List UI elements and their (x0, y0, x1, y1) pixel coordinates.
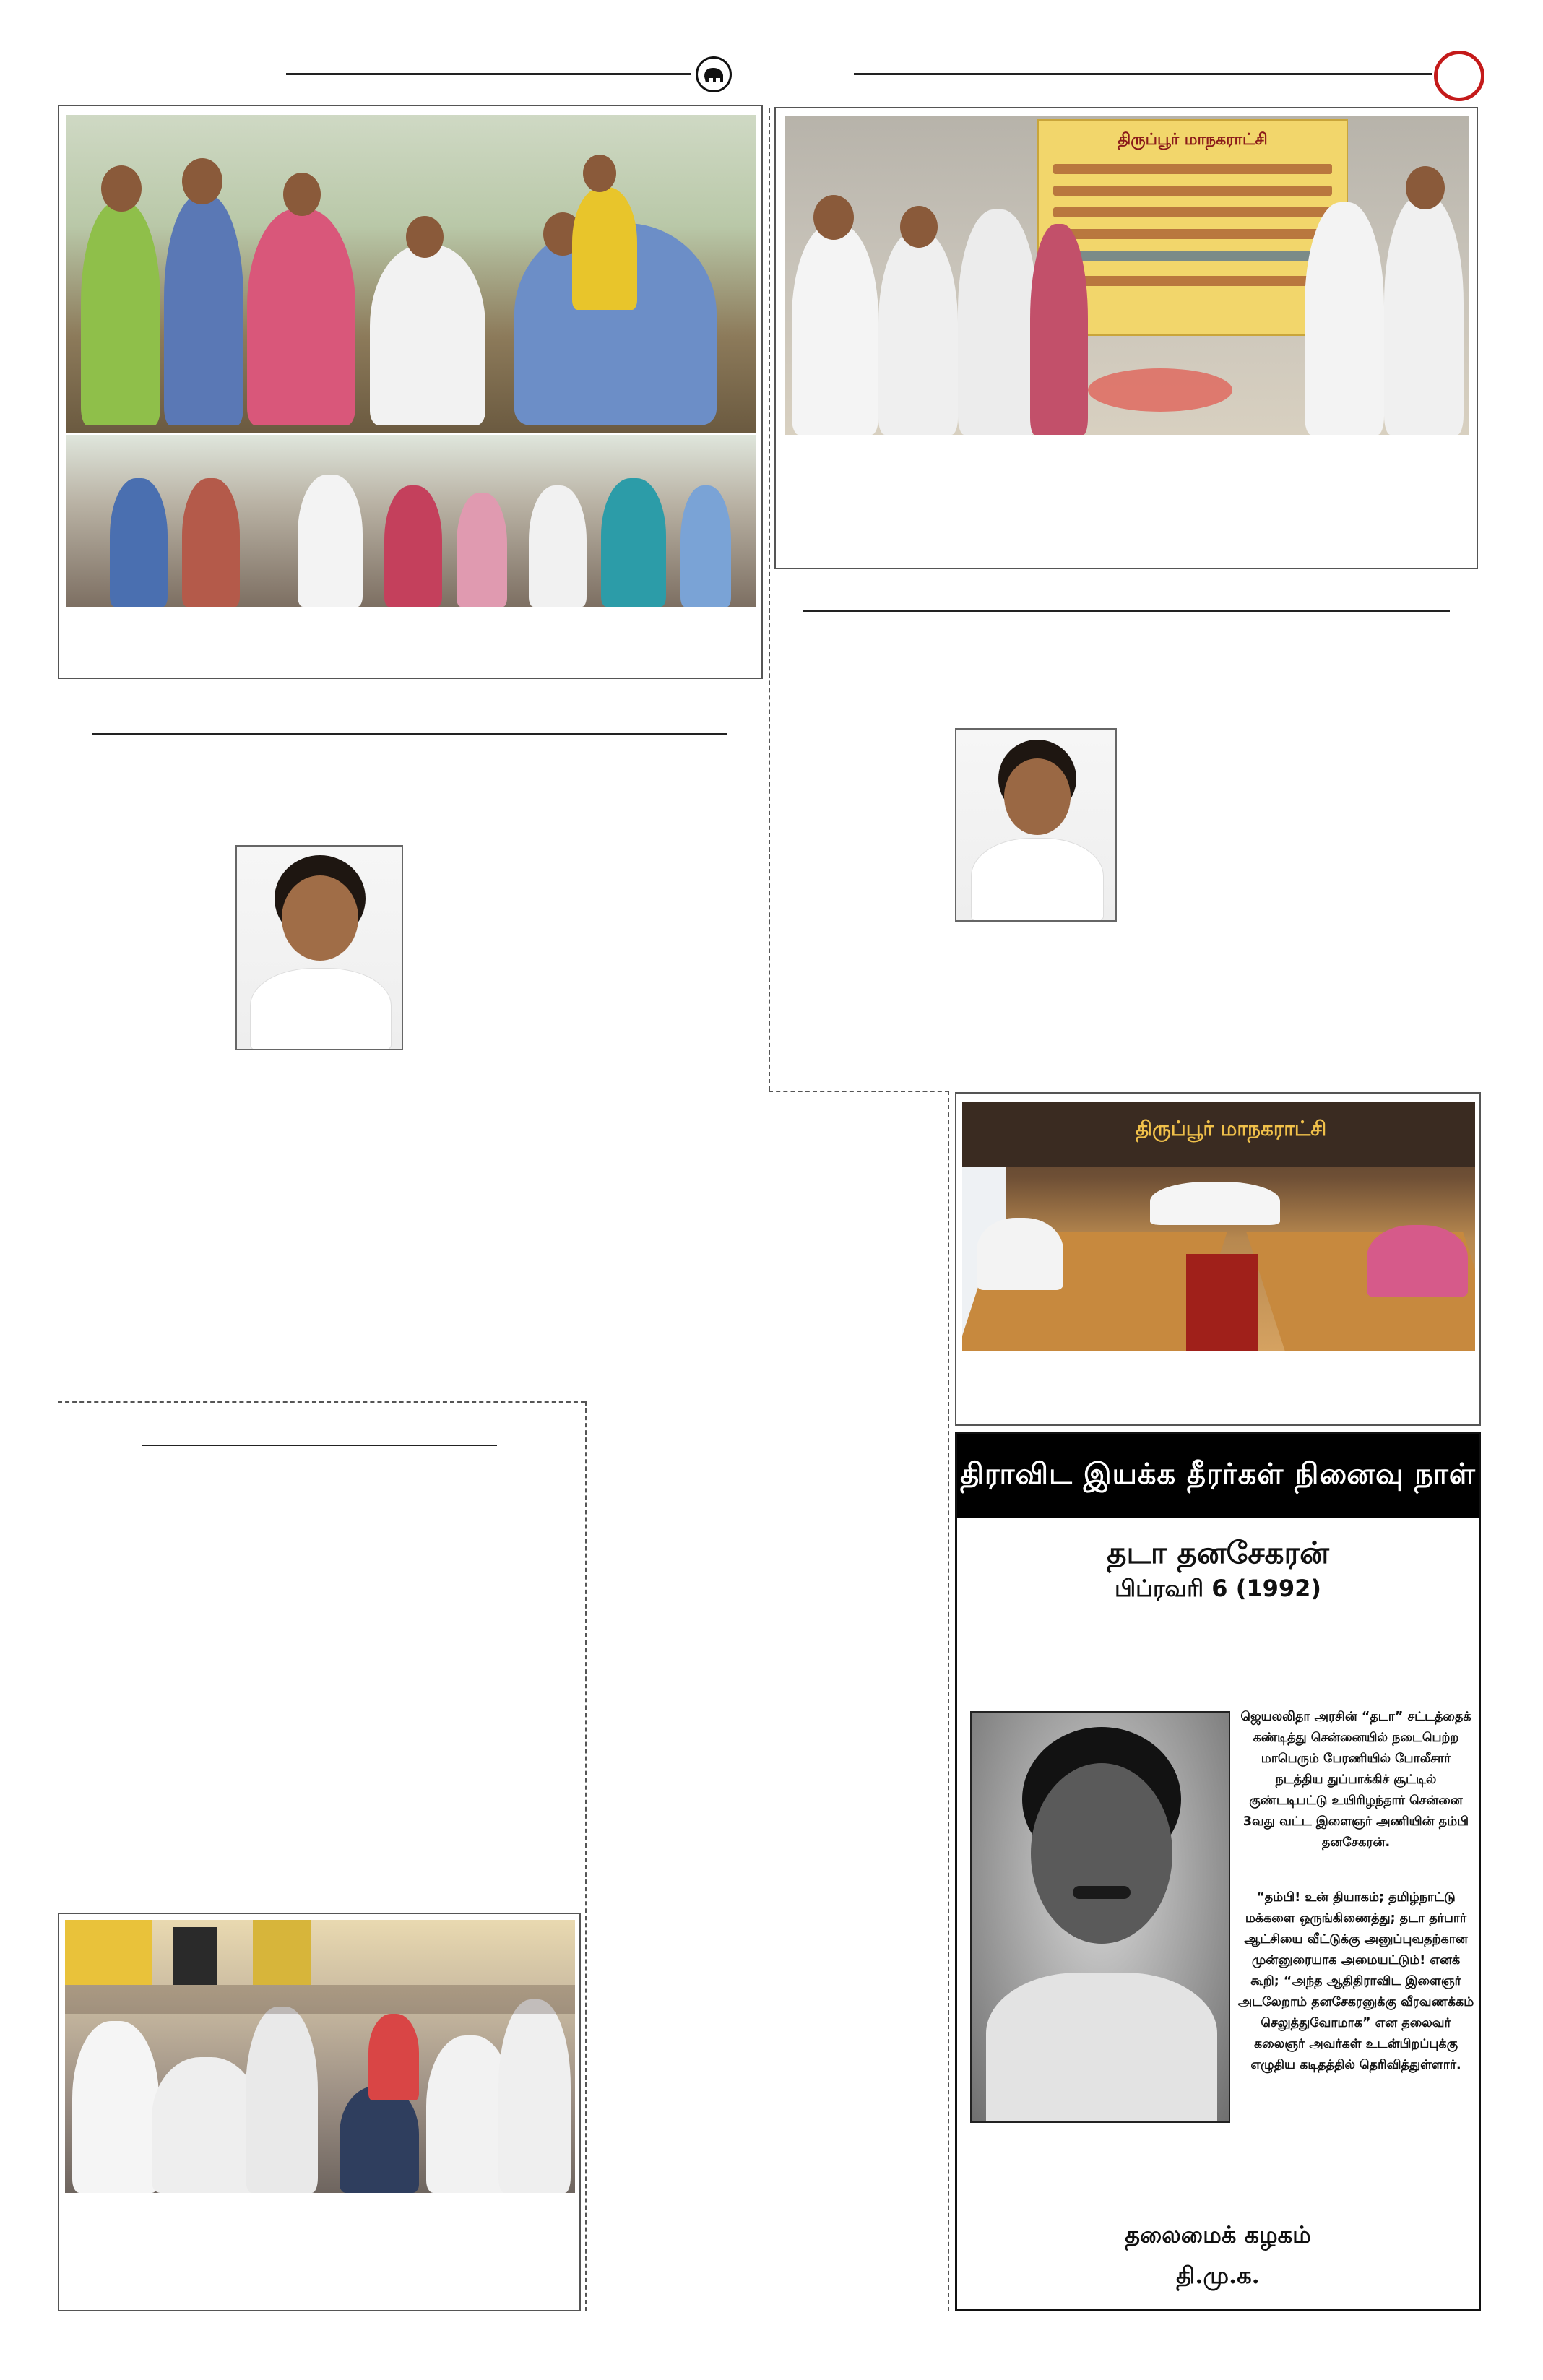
photo-box-council (955, 1092, 1481, 1426)
column-divider-bottom (948, 1091, 949, 2311)
obituary-footer-party: தி.மு.க. (1176, 2262, 1260, 2289)
column-divider-step (769, 1091, 949, 1092)
red-circle-icon (1434, 51, 1484, 101)
photo-box-top-left (58, 105, 763, 679)
photo-box-top-right (774, 107, 1478, 569)
photo-box-bottom-left (58, 1913, 581, 2311)
council-meeting-photo (962, 1102, 1475, 1351)
obituary-date: பிப்ரவரி 6 (1992) (1114, 1575, 1322, 1602)
portrait-photo-right (955, 728, 1117, 922)
header-rule-left (286, 73, 691, 75)
council-hall-sign: திருப்பூர் மாநகராட்சி (1136, 1117, 1327, 1141)
obituary-box (955, 1432, 1481, 2311)
headline-rule-right (803, 610, 1450, 612)
header-rule-right (854, 73, 1432, 75)
headline-rule-left (92, 733, 727, 735)
obituary-portrait (970, 1711, 1230, 2123)
obituary-footer-headquarters: தலைமைக் கழகம் (1125, 2221, 1311, 2249)
party-meeting-photo (65, 1920, 575, 2193)
obituary-paragraph-2: “தம்பி! உன் தியாகம்; தமிழ்நாட்டு மக்களை ஒருங்கிணைத்து; தடா தர்பார் ஆட்சியை வீட்டுக்கு அனுப்புவதற்கான முன்னுரையாக அமையட்டும்! எனக் கூறி; “அந்த ஆதிதிராவிட இளைஞர் அடலேறாம் தனசேகரனுக்கு வீரவணக்கம் செலுத்துவோமாக” என தலைவர் கலைஞர் அவர்கள் உடன்பிறப்புக்கு எழுதிய கடிதத்தில் தெரிவித்துள்ளார். (1237, 1890, 1474, 2072)
banner-title: திருப்பூர் மாநகராட்சி (1118, 131, 1268, 149)
obituary-name: தடா தனசேகரன் (1107, 1535, 1329, 1570)
ceremony-photo-upper (66, 115, 756, 433)
column-divider-top (769, 108, 770, 1091)
ceremony-photo-lower (66, 435, 756, 607)
portrait-photo-left (235, 845, 403, 1050)
obituary-header: திராவிட இயக்க தீரர்கள் நினைவு நாள் (957, 1434, 1479, 1518)
bottom-left-frame-right (585, 1401, 587, 2311)
bottom-left-frame-top (58, 1401, 585, 1403)
elephant-emblem-icon (696, 56, 732, 92)
foundation-stone-photo (785, 116, 1469, 435)
headline-rule-bottom-left (142, 1445, 497, 1446)
obituary-paragraph-1: ஜெயலலிதா அரசின் “தடா” சட்டத்தைக் கண்டித்து சென்னையில் நடைபெற்ற மாபெரும் பேரணியில் போலீசார் நடத்திய துப்பாக்கிச் சூட்டில் குண்டடிபட்டு உயிரிழந்தார் சென்னை 3வது வட்ட இளைஞர் அணியின் தம்பி தனசேகரன். (1240, 1710, 1471, 1850)
